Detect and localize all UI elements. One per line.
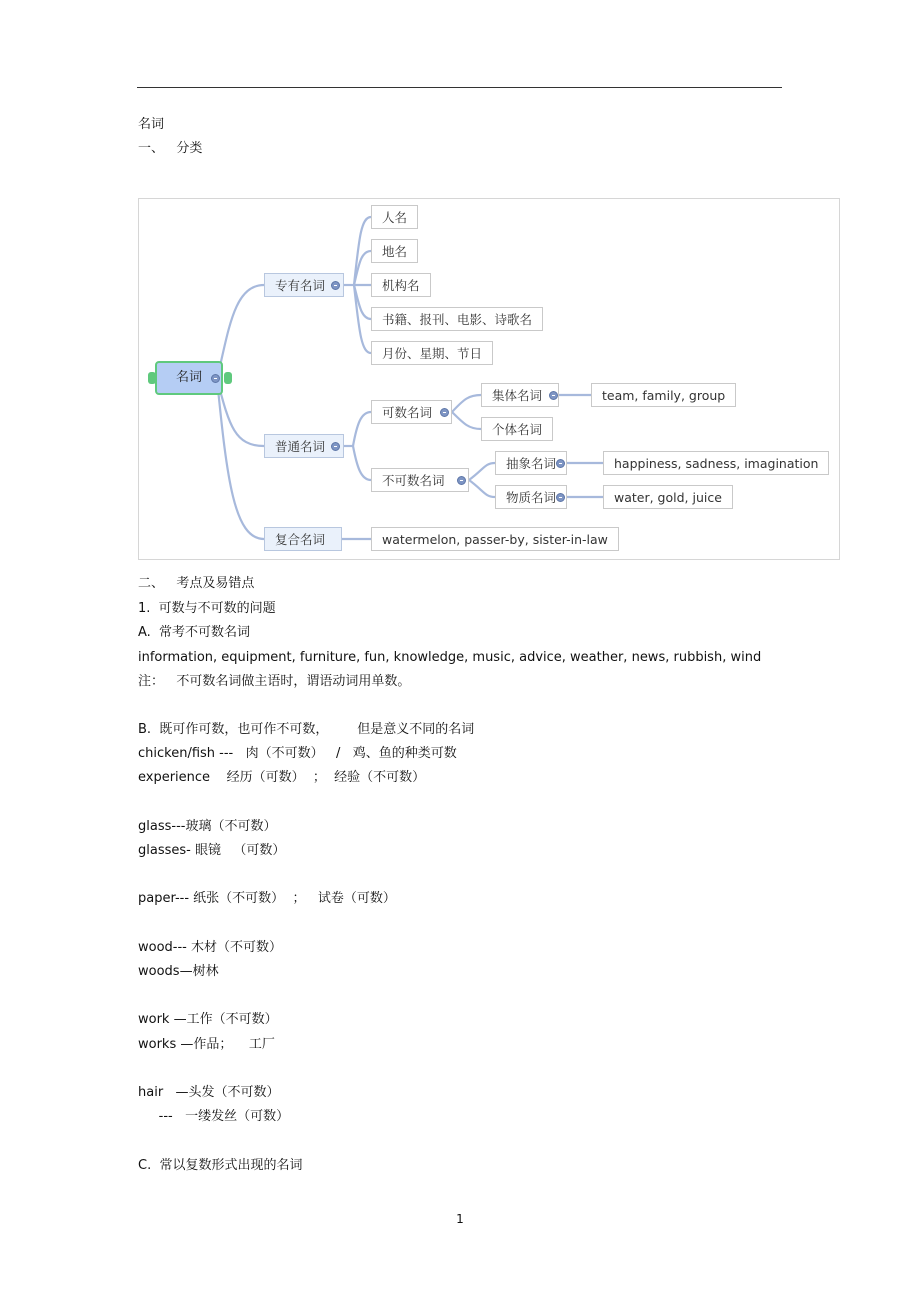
node-organization-name[interactable]: 机构名 [371,273,431,297]
text-line: work —工作（不可数） [138,1012,278,1027]
proper-collapse-icon[interactable] [331,281,340,290]
collapse-right-handle[interactable] [224,372,232,384]
page-number: 1 [456,1212,464,1226]
text-line: glass---玻璃（不可数） [138,819,277,834]
uncountable-collapse-icon[interactable] [457,476,466,485]
note-line: 注： 不可数名词做主语时，谓语动词用单数。 [138,674,411,689]
node-proper-noun[interactable]: 专有名词 [264,273,344,297]
root-node[interactable]: 名词 [155,361,223,395]
node-material-noun[interactable]: 物质名词 [495,485,567,509]
mind-map-connectors [139,199,839,559]
section-classification: 一、 分类 [138,141,203,156]
node-date-name[interactable]: 月份、星期、节日 [371,341,493,365]
abstract-collapse-icon[interactable] [556,459,565,468]
common-collapse-icon[interactable] [331,442,340,451]
node-title-name[interactable]: 书籍、报刊、电影、诗歌名 [371,307,543,331]
node-place-name[interactable]: 地名 [371,239,418,263]
noun-mind-map [138,198,840,560]
item-a-heading: A. 常考不可数名词 [138,625,251,640]
text-line: experience 经历（可数） ； 经验（不可数） [138,770,426,785]
page-heading: 名词 [138,117,165,132]
item-b-heading: B. 既可作可数，也可作不可数， 但是意义不同的名词 [138,722,475,737]
node-collective-noun[interactable]: 集体名词 [481,383,559,407]
node-person-name[interactable]: 人名 [371,205,418,229]
node-compound-noun[interactable]: 复合名词 [264,527,342,551]
node-compound-examples[interactable]: watermelon, passer-by, sister-in-law [371,527,619,551]
material-collapse-icon[interactable] [556,493,565,502]
collective-collapse-icon[interactable] [549,391,558,400]
edge-root-proper [217,285,264,379]
text-line: works —作品； 工厂 [138,1037,275,1052]
uncountable-list: information, equipment, furniture, fun, knowledge, music, advice, weather, news, rubbish, wind [138,650,762,665]
node-abstract-noun[interactable]: 抽象名词 [495,451,567,475]
node-uncountable-noun[interactable]: 不可数名词 [371,468,469,492]
item-c-heading: C. 常以复数形式出现的名词 [138,1158,303,1173]
node-abstract-examples[interactable]: happiness, sadness, imagination [603,451,829,475]
root-collapse-icon[interactable] [211,374,220,383]
text-line: glasses- 眼镜 （可数） [138,843,286,858]
node-collective-examples[interactable]: team, family, group [591,383,736,407]
text-line: hair —头发（不可数） [138,1085,280,1100]
node-individual-noun[interactable]: 个体名词 [481,417,553,441]
text-line: woods—树林 [138,964,219,979]
countable-collapse-icon[interactable] [440,408,449,417]
subsection-countability: 1. 可数与不可数的问题 [138,601,276,616]
header-rule [137,87,782,88]
node-common-noun[interactable]: 普通名词 [264,434,344,458]
node-countable-noun[interactable]: 可数名词 [371,400,452,424]
text-line: --- 一缕发丝（可数） [138,1109,290,1124]
node-material-examples[interactable]: water, gold, juice [603,485,733,509]
text-line: wood--- 木材（不可数） [138,940,282,955]
section-key-points: 二、 考点及易错点 [138,576,255,591]
text-line: paper--- 纸张（不可数） ； 试卷（可数） [138,891,396,906]
text-line: chicken/fish --- 肉（不可数） / 鸡、鱼的种类可数 [138,746,457,761]
